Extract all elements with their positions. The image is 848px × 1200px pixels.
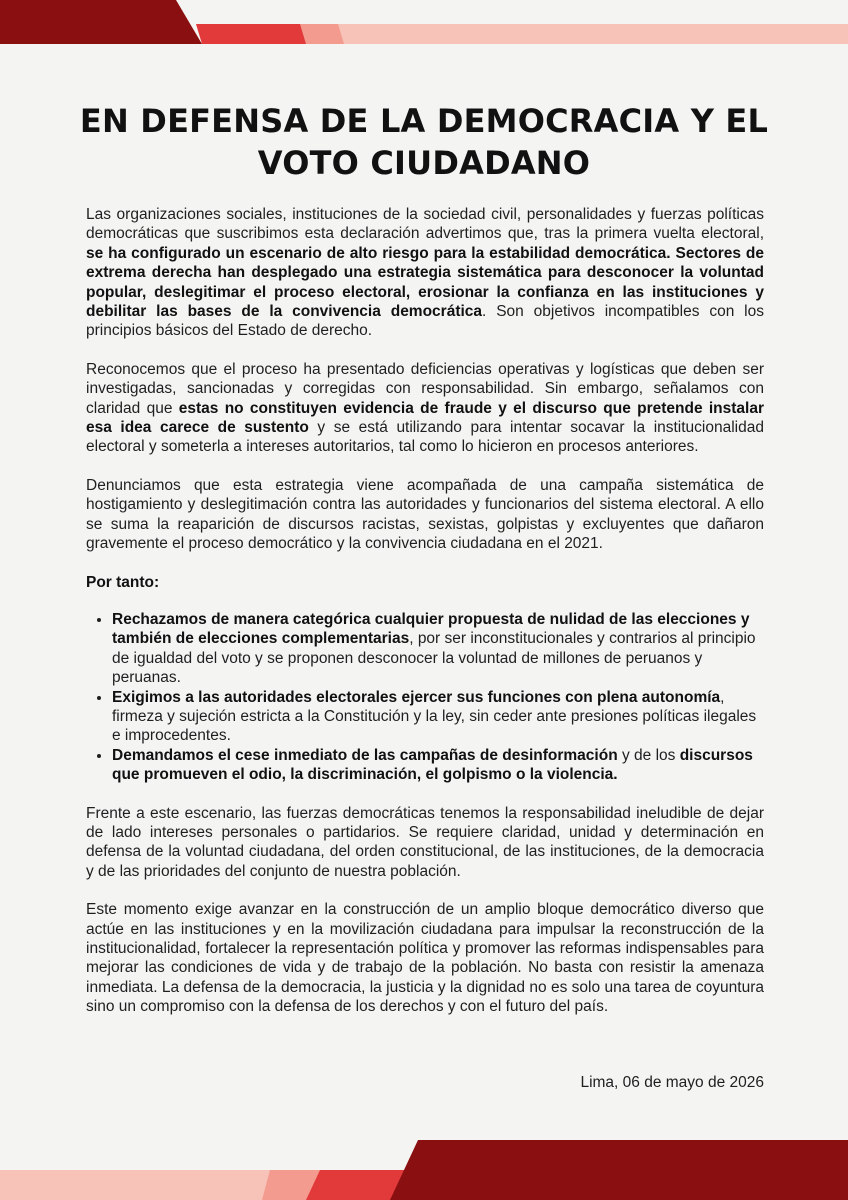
text-segment: , por ser inconstitucionales y contrarios al principio de igualdad del voto y se proponen desconocer la voluntad de millones de peruanos y peruanas. bbox=[112, 630, 756, 687]
text-segment: Este momento exige avanzar en la construcción de un amplio bloque democrático diverso que actúe en las instituciones y en la movilización ciudadana para impulsar la reconstrucción de la institucionalidad, fortalecer la representación política y promover las reformas indispensables para mejorar las condiciones de vida y de trabajo de la población. No basta con resistir la amenaza inmediata. La defensa de la democracia, la justicia y la dignidad no es solo una tarea de coyuntura sino un compromiso con la defensa de los derechos y con el futuro del país. bbox=[86, 901, 764, 1016]
banner-pink-stripe bbox=[300, 24, 848, 44]
text-segment: . Son objetivos incompatibles con los principios básicos del Estado de derecho. bbox=[86, 303, 764, 340]
text-segment: , firmeza y sujeción estricta a la Constitución y la ley, sin ceder ante presiones políticas ilegales e improcedentes. bbox=[112, 688, 757, 745]
page-title: EN DEFENSA DE LA DEMOCRACIA Y EL VOTO CIUDADANO bbox=[79, 102, 769, 182]
demand-item bbox=[112, 688, 764, 746]
bold-text-segment: estas no constituyen evidencia de fraude y el discurso que pretende instalar esa idea carece de sustento bbox=[86, 399, 765, 437]
bold-text-segment: Demandamos el cese inmediato de las campañas de desinformación bbox=[112, 746, 618, 764]
text-segment: y de los bbox=[617, 746, 680, 764]
lead-in-text: Por tanto: bbox=[86, 573, 160, 591]
bottom-decorative-banner bbox=[0, 1140, 848, 1200]
banner-red-stripe bbox=[196, 24, 306, 44]
bold-text-segment: Exigimos a las autoridades electorales ejercer sus funciones con plena autonomía bbox=[112, 688, 721, 706]
banner-dark-red-block bbox=[0, 0, 202, 44]
text-segment: Las organizaciones sociales, instituciones de la sociedad civil, personalidades y fuerzas políticas democráticas que suscribimos esta declaración advertimos que, tras la primera vuelta electoral, bbox=[86, 206, 764, 243]
declaration-body bbox=[86, 205, 764, 1036]
closing-paragraph-1 bbox=[86, 804, 764, 882]
text-segment: Reconocemos que el proceso ha presentado deficiencias operativas y logísticas que deben ser investigadas, sancionadas y corregidas con responsabilidad. Sin embargo, señalamos con claridad que bbox=[86, 360, 764, 417]
paragraph-2 bbox=[86, 360, 764, 457]
text-segment: Denunciamos que esta estrategia viene acompañada de una campaña sistemática de hostigamiento y deslegitimación contra las autoridades y funcionarios del sistema electoral. A ello se suma la reaparición de discursos racistas, sexistas, golpistas y excluyentes que dañaron gravemente el proceso democrático y la convivencia ciudadana en el 2021. bbox=[86, 476, 764, 553]
closing-paragraph-2 bbox=[86, 900, 764, 1016]
paragraph-3 bbox=[86, 476, 764, 554]
text-segment: Frente a este escenario, las fuerzas democráticas tenemos la responsabilidad ineludible de dejar de lado intereses personales o partidarios. Se requiere claridad, unidad y determinación en defensa de la voluntad ciudadana, del orden constitucional, de las instituciones, de la democracia y de las prioridades del conjunto de nuestra población. bbox=[86, 804, 764, 880]
lead-in bbox=[86, 573, 764, 592]
bold-text-segment: Rechazamos de manera categórica cualquier propuesta de nulidad de las elecciones y también de elecciones complementarias bbox=[112, 610, 750, 648]
paragraph-1 bbox=[86, 205, 764, 341]
top-decorative-banner bbox=[0, 0, 848, 60]
demand-item bbox=[112, 746, 764, 785]
text-segment: y se está utilizando para intentar socavar la institucionalidad electoral y someterla a intereses autoritarios, tal como lo hicieron en procesos anteriores. bbox=[86, 419, 764, 456]
demands-list bbox=[86, 610, 764, 785]
place-date-signature: Lima, 06 de mayo de 2026 bbox=[580, 1074, 764, 1091]
demand-item bbox=[112, 610, 764, 688]
bold-text-segment: se ha configurado un escenario de alto riesgo para la estabilidad democrática. Sectores de extrema derecha han desplegado una estrategia sistemática para desconocer la voluntad popular, deslegitimar el proceso electoral, erosionar la confianza en las instituciones y debilitar las bases de la convivencia democrática bbox=[86, 244, 764, 321]
bold-text-segment: discursos que promueven el odio, la discriminación, el golpismo o la violencia. bbox=[112, 746, 753, 784]
banner-dark-red-block bbox=[390, 1140, 848, 1200]
